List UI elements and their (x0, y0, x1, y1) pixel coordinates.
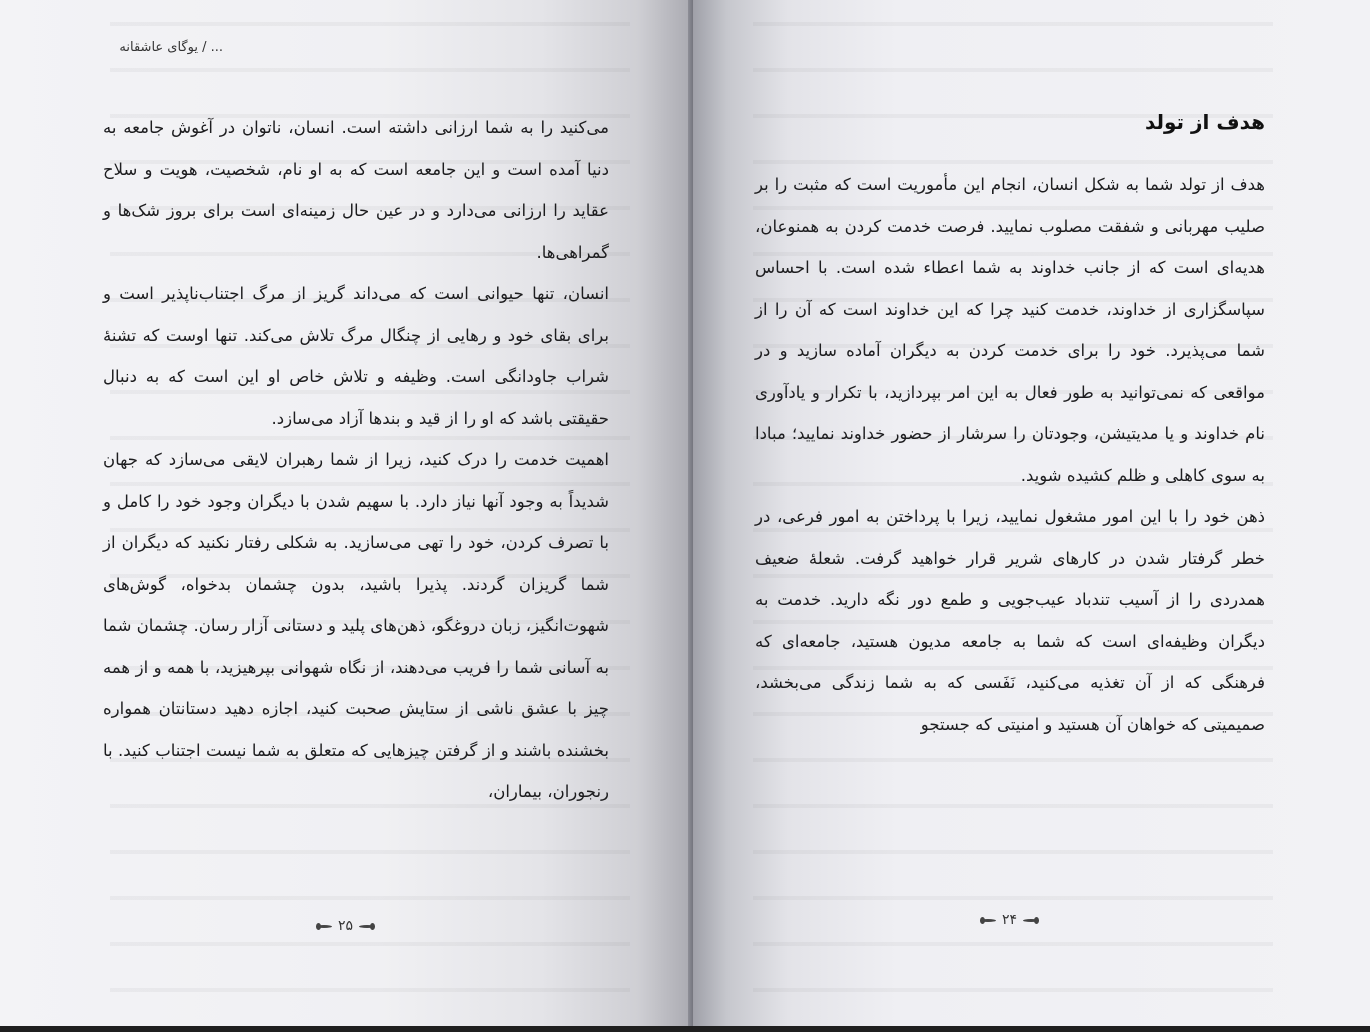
paragraph: ذهن خود را با این امور مشغول نمایید، زیرا با پرداختن به امور فرعی، در خطر گرفتار شدن در کارهای شریر قرار خواهید گرفت. شعلهٔ ضعیف همدردی را از آسیب تندباد عیب‌جویی و طمع دور نگه دارید. خدمت به دیگران وظیفه‌ای است که شما به جامعه مدیون هستید، جامعه‌ای که فرهنگی که از آن تغذیه می‌کنید، نَفَسی که به شما زندگی می‌بخشد، صمیمیتی که خواهان آن هستید و امنیتی که جستجو (755, 507, 1265, 734)
section-heading: هدف از تولد (1144, 110, 1265, 134)
ornament-icon (316, 923, 332, 930)
ornament-icon (1023, 917, 1039, 924)
page-number: ۲۵ (338, 918, 354, 934)
page-number-right (980, 912, 1039, 928)
left-body-text (103, 107, 609, 813)
right-body-text (755, 164, 1265, 745)
page-number: ۲۴ (1002, 912, 1018, 928)
right-page (693, 0, 1370, 1026)
scan-bottom-edge (0, 1026, 1370, 1032)
paragraph: می‌کنید را به شما ارزانی داشته است. انسان، ناتوان در آغوش جامعه به دنیا آمده است و این جامعه است که به او نام، شخصیت، هویت و سلاح عقاید را ارزانی می‌دارد و در عین حال زمینه‌ای است برای بروز شک‌ها و گمراهی‌ها. (103, 118, 609, 262)
running-head: ... / یوگای عاشقانه (119, 40, 223, 55)
paragraph: هدف از تولد شما به شکل انسان، انجام این مأموریت است که مثبت را بر صلیب مهربانی و شفقت مصلوب نمایید. فرصت خدمت کردن به همنوعان، هدیه‌ای است که از جانب خداوند به شما اعطاء شده است. با احساس سپاسگزاری از خداوند، خدمت کنید چرا که این خداوند است که آن را از شما می‌پذیرد. خود را برای خدمت کردن به دیگران آماده سازید و در مواقعی که نمی‌توانید به طور فعال به این امر بپردازید، با تکرار و یادآوری نام خداوند و یا مدیتیشن، وجودتان را سرشار از حضور خداوند نمایید؛ مبادا به سوی کاهلی و ظلم کشیده شوید. (755, 175, 1265, 485)
ornament-icon (980, 917, 996, 924)
ornament-icon (359, 923, 375, 930)
paragraph: اهمیت خدمت را درک کنید، زیرا از شما رهبران لایقی می‌سازد که جهان شدیداً به وجود آنها نیاز دارد. با سهیم شدن با دیگران وجود خود را کامل و با تصرف کردن، خود را تهی می‌سازید. به شکلی رفتار نکنید که دیگران از شما گریزان گردند. پذیرا باشید، بدون چشمان بدخواه، گوش‌های شهوت‌انگیز، زبان دروغگو، ذهن‌های پلید و دستانی آزار رسان. چشمان شما به آسانی شما را فریب می‌دهند، از نگاه شهوانی بپرهیزید، با همه و از همه چیز با عشق ناشی از ستایش صحبت کنید، اجازه دهید دستانتان همواره بخشنده باشند و از گرفتن چیزهایی که متعلق به شما نیست اجتناب کنید. با رنجوران، بیماران، (103, 450, 609, 801)
paragraph: انسان، تنها حیوانی است که می‌داند گریز از مرگ اجتناب‌ناپذیر است و برای بقای خود و رهایی از چنگال مرگ تلاش می‌کند. تنها اوست که تشنهٔ شراب جاودانگی است. وظیفه و تلاش خاص او این است که به دنبال حقیقتی باشد که او را از قید و بندها آزاد می‌سازد. (103, 284, 609, 428)
page-number-left (316, 918, 375, 934)
